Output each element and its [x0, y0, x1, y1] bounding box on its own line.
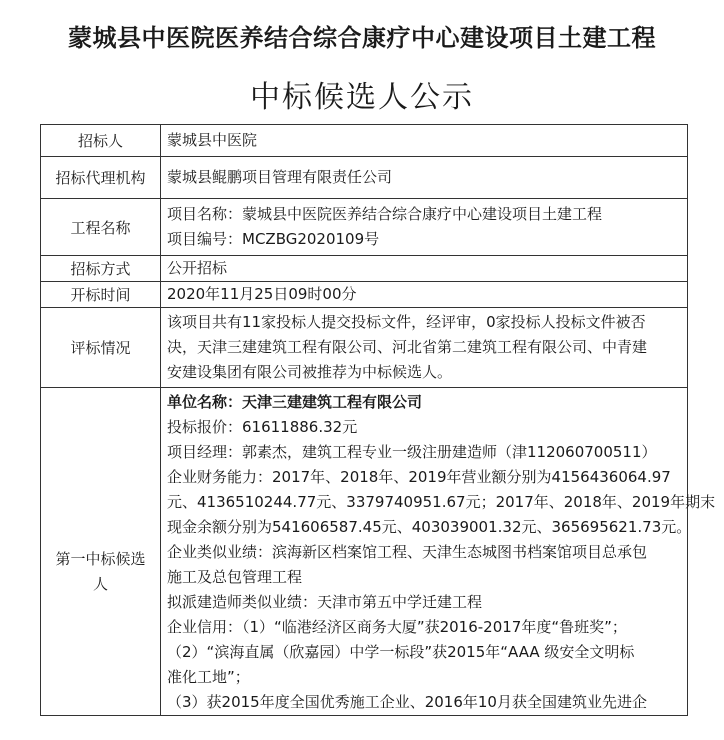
row-method — [41, 256, 688, 282]
candidate-finance: 企业财务能力：2017年、2018年、2019年营业额分别为4156436064.97 — [167, 468, 671, 486]
candidate-company: 单位名称：天津三建建筑工程有限公司 — [167, 393, 423, 411]
evaluation-value — [161, 308, 688, 388]
evaluation-label: 评标情况 — [41, 308, 161, 388]
evaluation-line: 安建设集团有限公司被推荐为中标候选人。 — [167, 363, 453, 381]
candidate-performance: 企业类似业绩：滨海新区档案馆工程、天津生态城图书档案馆项目总承包 — [167, 543, 648, 561]
method-label: 招标方式 — [41, 256, 161, 282]
project-code: 项目编号：MCZBG2020109号 — [167, 230, 380, 248]
notice-title: 蒙城县中医院医养结合综合康疗中心建设项目土建工程 — [68, 23, 656, 52]
candidate-credit: 企业信用：（1）“临港经济区商务大厦”获2016-2017年度“鲁班奖”； — [167, 618, 627, 636]
agency-label: 招标代理机构 — [41, 157, 161, 199]
notice-table — [40, 124, 716, 716]
candidate-builder-performance: 拟派建造师类似业绩：天津市第五中学迁建工程 — [167, 593, 483, 611]
row-first-candidate — [41, 388, 688, 716]
evaluation-line: 决，天津三建建筑工程有限公司、河北省第二建筑工程有限公司、中青建 — [167, 338, 648, 356]
opening-value: 2020年11月25日09时00分 — [161, 282, 688, 308]
project-value — [161, 199, 688, 256]
project-label: 工程名称 — [41, 199, 161, 256]
first-candidate-label — [41, 388, 161, 716]
candidate-price: 投标报价：61611886.32元 — [167, 418, 358, 436]
opening-label: 开标时间 — [41, 282, 161, 308]
method-value: 公开招标 — [161, 256, 688, 282]
row-project — [41, 199, 688, 256]
candidate-credit: （2）“滨海直属（欣嘉园）中学一标段”获2015年“AAA 级安全文明标 — [167, 643, 635, 661]
project-name: 项目名称：蒙城县中医院医养结合综合康疗中心建设项目土建工程 — [167, 205, 603, 223]
row-evaluation — [41, 308, 688, 388]
candidate-credit: （3）获2015年度全国优秀施工企业、2016年10月获全国建筑业先进企 — [167, 693, 647, 711]
candidate-finance: 现金余额分别为541606587.45元、403039001.32元、365695621.73元。 — [167, 518, 692, 536]
notice-subtitle: 中标候选人公示 — [250, 80, 474, 115]
first-candidate-label-line: 第一中标候选 — [55, 549, 146, 568]
candidate-finance: 元、4136510244.77元、3379740951.67元；2017年、2018年、2019年期末 — [167, 493, 716, 511]
row-tenderer — [41, 125, 688, 157]
row-opening — [41, 282, 688, 308]
candidate-performance: 施工及总包管理工程 — [167, 568, 303, 586]
tenderer-label: 招标人 — [41, 125, 161, 157]
row-agency — [41, 157, 688, 199]
evaluation-line: 该项目共有11家投标人提交投标文件，经评审，0家投标人投标文件被否 — [167, 313, 646, 331]
agency-value: 蒙城县鲲鹏项目管理有限责任公司 — [161, 157, 688, 199]
first-candidate-value — [161, 388, 716, 716]
tenderer-value: 蒙城县中医院 — [161, 125, 688, 157]
candidate-manager: 项目经理：郭素杰，建筑工程专业一级注册建造师（津112060700511） — [167, 443, 657, 461]
candidate-credit: 准化工地”； — [167, 668, 250, 686]
first-candidate-label-line: 人 — [92, 574, 108, 593]
